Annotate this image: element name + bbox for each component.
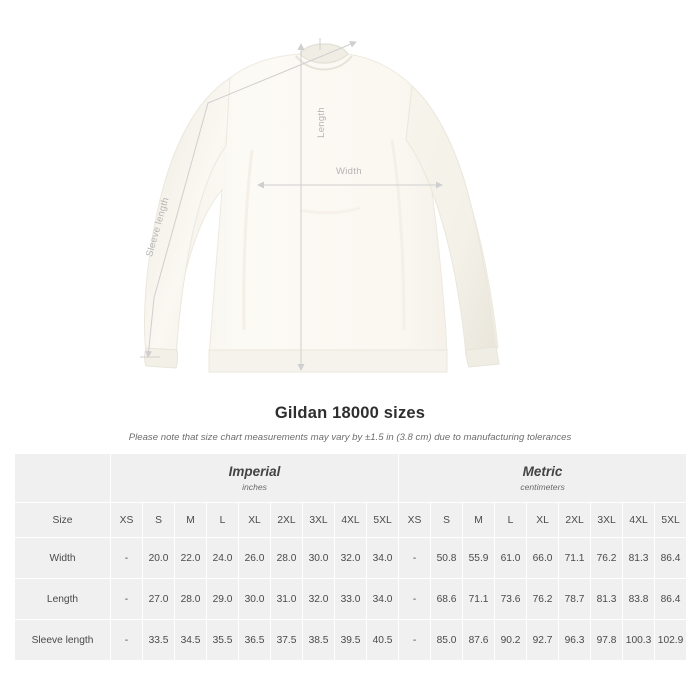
table-row xyxy=(15,579,687,620)
sleeve-metric-xs: - xyxy=(399,620,431,661)
sleeve-imperial-xs: - xyxy=(111,620,143,661)
imperial-header-cell xyxy=(111,454,399,503)
col-header-metric-l: L xyxy=(495,503,527,538)
sleeve-metric-l: 90.2 xyxy=(495,620,527,661)
length-imperial-m: 28.0 xyxy=(175,579,207,620)
width-metric-2xl: 71.1 xyxy=(559,538,591,579)
metric-system-label: Metric xyxy=(522,463,563,479)
sleeve-metric-2xl: 96.3 xyxy=(559,620,591,661)
length-metric-l: 73.6 xyxy=(495,579,527,620)
col-header-metric-s: S xyxy=(431,503,463,538)
col-header-metric-xs: XS xyxy=(399,503,431,538)
page-title: Gildan 18000 sizes xyxy=(274,404,426,422)
imperial-system-label: Imperial xyxy=(228,463,281,479)
length-metric-xl: 76.2 xyxy=(527,579,559,620)
length-label: Length xyxy=(316,107,327,138)
table-row xyxy=(15,620,687,661)
width-label: Width xyxy=(336,166,362,177)
width-metric-l: 61.0 xyxy=(495,538,527,579)
imperial-unit-label: inches xyxy=(242,482,267,493)
size-header-row xyxy=(15,503,687,538)
title-block xyxy=(0,404,700,443)
length-imperial-5xl: 34.0 xyxy=(367,579,399,620)
col-header-imperial-4xl: 4XL xyxy=(335,503,367,538)
width-metric-xl: 66.0 xyxy=(527,538,559,579)
length-metric-s: 68.6 xyxy=(431,579,463,620)
length-imperial-l: 29.0 xyxy=(207,579,239,620)
sleeve-metric-4xl: 100.3 xyxy=(623,620,655,661)
length-metric-m: 71.1 xyxy=(463,579,495,620)
width-imperial-xl: 26.0 xyxy=(239,538,271,579)
width-metric-5xl: 86.4 xyxy=(655,538,687,579)
col-header-imperial-xs: XS xyxy=(111,503,143,538)
length-imperial-4xl: 33.0 xyxy=(335,579,367,620)
unit-row-spacer xyxy=(15,454,111,503)
col-header-imperial-l: L xyxy=(207,503,239,538)
width-imperial-l: 24.0 xyxy=(207,538,239,579)
sleeve-imperial-l: 35.5 xyxy=(207,620,239,661)
sleeve-metric-s: 85.0 xyxy=(431,620,463,661)
width-imperial-2xl: 28.0 xyxy=(271,538,303,579)
col-header-imperial-s: S xyxy=(143,503,175,538)
width-imperial-4xl: 32.0 xyxy=(335,538,367,579)
col-header-imperial-m: M xyxy=(175,503,207,538)
length-imperial-3xl: 32.0 xyxy=(303,579,335,620)
size-table-wrap xyxy=(14,453,686,661)
length-metric-4xl: 83.8 xyxy=(623,579,655,620)
length-metric-3xl: 81.3 xyxy=(591,579,623,620)
sleeve-metric-3xl: 97.8 xyxy=(591,620,623,661)
length-imperial-xl: 30.0 xyxy=(239,579,271,620)
table-row xyxy=(15,538,687,579)
metric-header-cell xyxy=(399,454,687,503)
width-imperial-xs: - xyxy=(111,538,143,579)
length-imperial-xs: - xyxy=(111,579,143,620)
size-column-header: Size xyxy=(15,503,111,538)
unit-system-row xyxy=(15,454,687,503)
col-header-metric-xl: XL xyxy=(527,503,559,538)
length-imperial-s: 27.0 xyxy=(143,579,175,620)
sleeve-metric-xl: 92.7 xyxy=(527,620,559,661)
width-metric-xs: - xyxy=(399,538,431,579)
col-header-imperial-2xl: 2XL xyxy=(271,503,303,538)
col-header-imperial-xl: XL xyxy=(239,503,271,538)
col-header-imperial-5xl: 5XL xyxy=(367,503,399,538)
col-header-metric-5xl: 5XL xyxy=(655,503,687,538)
sleeve-imperial-m: 34.5 xyxy=(175,620,207,661)
col-header-metric-4xl: 4XL xyxy=(623,503,655,538)
metric-unit-label: centimeters xyxy=(520,482,565,493)
size-table xyxy=(14,453,687,661)
length-metric-2xl: 78.7 xyxy=(559,579,591,620)
width-metric-s: 50.8 xyxy=(431,538,463,579)
col-header-metric-2xl: 2XL xyxy=(559,503,591,538)
width-imperial-3xl: 30.0 xyxy=(303,538,335,579)
sleeve-imperial-4xl: 39.5 xyxy=(335,620,367,661)
col-header-metric-m: M xyxy=(463,503,495,538)
row-label-length: Length xyxy=(15,579,111,620)
row-label-width: Width xyxy=(15,538,111,579)
col-header-metric-3xl: 3XL xyxy=(591,503,623,538)
length-metric-xs: - xyxy=(399,579,431,620)
width-imperial-s: 20.0 xyxy=(143,538,175,579)
width-metric-3xl: 76.2 xyxy=(591,538,623,579)
tolerance-note: Please note that size chart measurements may vary by ±1.5 in (3.8 cm) due to manufacturing tolerances xyxy=(128,432,572,443)
length-imperial-2xl: 31.0 xyxy=(271,579,303,620)
sleeve-metric-m: 87.6 xyxy=(463,620,495,661)
width-imperial-5xl: 34.0 xyxy=(367,538,399,579)
sleeve-metric-5xl: 102.9 xyxy=(655,620,687,661)
col-header-imperial-3xl: 3XL xyxy=(303,503,335,538)
length-metric-5xl: 86.4 xyxy=(655,579,687,620)
sleeve-imperial-3xl: 38.5 xyxy=(303,620,335,661)
sleeve-imperial-2xl: 37.5 xyxy=(271,620,303,661)
width-imperial-m: 22.0 xyxy=(175,538,207,579)
row-label-sleeve-length: Sleeve length xyxy=(15,620,111,661)
sleeve-imperial-s: 33.5 xyxy=(143,620,175,661)
width-metric-m: 55.9 xyxy=(463,538,495,579)
sleeve-imperial-xl: 36.5 xyxy=(239,620,271,661)
width-metric-4xl: 81.3 xyxy=(623,538,655,579)
sleeve-imperial-5xl: 40.5 xyxy=(367,620,399,661)
sleeve-length-label: Sleeve length xyxy=(144,196,172,259)
